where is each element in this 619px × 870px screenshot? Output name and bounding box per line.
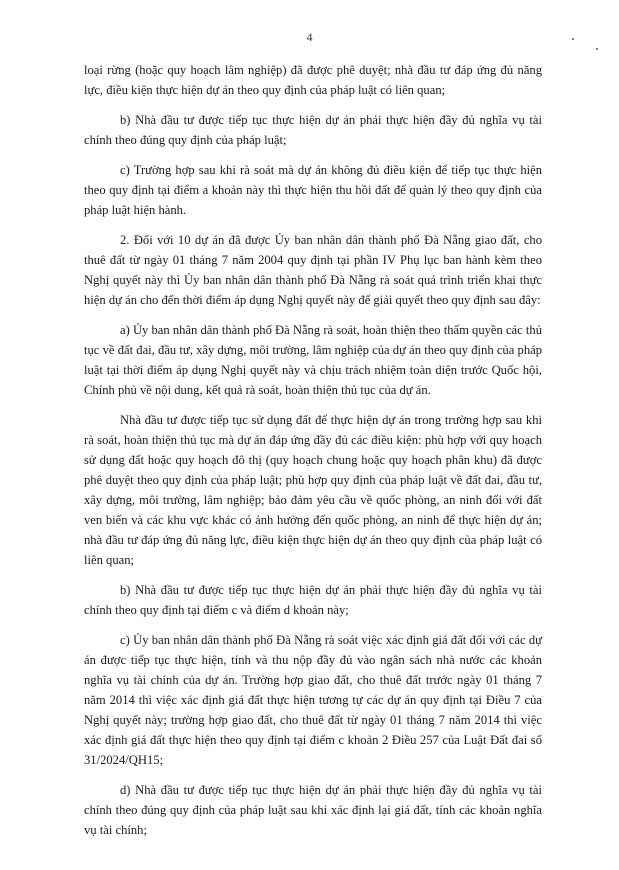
page-number: 4	[306, 30, 313, 44]
paragraph: c) Ủy ban nhân dân thành phố Đà Nẵng rà soát việc xác định giá đất đối với các dự án được tiếp tục thực hiện, tính và thu nộp đầy đủ vào ngân sách nhà nước các khoản nghĩa vụ tài chính của dự án. Trường hợp giao đất, cho thuê đất trước ngày 01 tháng 7 năm 2014 thì việc xác định giá đất thực hiện tương tự các dự án quy định tại Điều 7 của Nghị quyết này; trường hợp giao đất, cho thuê đất từ ngày 01 tháng 7 năm 2014 thì việc xác định giá đất thực hiện theo quy định tại điểm c khoản 2 Điều 257 của Luật Đất đai số 31/2024/QH15;	[84, 633, 542, 767]
paragraph: b) Nhà đầu tư được tiếp tục thực hiện dự án phải thực hiện đầy đủ nghĩa vụ tài chính theo quy định tại điểm c và điểm d khoản này;	[84, 583, 542, 617]
paragraph: b) Nhà đầu tư được tiếp tục thực hiện dự án phải thực hiện đầy đủ nghĩa vụ tài chính theo đúng quy định của pháp luật;	[84, 113, 542, 147]
scan-speck	[596, 48, 598, 50]
paragraph: loại rừng (hoặc quy hoạch lâm nghiệp) đã được phê duyệt; nhà đầu tư đáp ứng đủ năng lực, điều kiện thực hiện dự án theo quy định của pháp luật có liên quan;	[84, 63, 542, 97]
paragraph: 2. Đối với 10 dự án đã được Ủy ban nhân dân thành phố Đà Nẵng giao đất, cho thuê đất từ ngày 01 tháng 7 năm 2004 quy định tại phần IV Phụ lục ban hành kèm theo Nghị quyết này thì Ủy ban nhân dân thành phố Đà Nẵng rà soát quá trình triển khai thực hiện dự án cho đến thời điểm áp dụng Nghị quyết này để giải quyết theo quy định sau đây:	[84, 233, 542, 307]
paragraph: Nhà đầu tư được tiếp tục sử dụng đất để thực hiện dự án trong trường hợp sau khi rà soát, hoàn thiện thủ tục mà dự án đáp ứng đầy đủ các điều kiện: phù hợp với quy hoạch sử dụng đất hoặc quy hoạch đô thị (quy hoạch chung hoặc quy hoạch phân khu) đã được phê duyệt theo quy định của pháp luật; phù hợp quy định của pháp luật về đất đai, đầu tư, xây dựng, môi trường, lâm nghiệp; bảo đảm yêu cầu về quốc phòng, an ninh đối với đất ven biển và các khu vực khác có ảnh hưởng đến quốc phòng, an ninh để thực hiện dự án; nhà đầu tư đáp ứng đủ năng lực, điều kiện thực hiện dự án theo quy định của pháp luật có liên quan;	[84, 413, 542, 567]
paragraph: a) Ủy ban nhân dân thành phố Đà Nẵng rà soát, hoàn thiện theo thẩm quyền các thủ tục về đất đai, đầu tư, xây dựng, môi trường, lâm nghiệp của dự án theo quy định của pháp luật tại thời điểm áp dụng Nghị quyết này và chịu trách nhiệm toàn diện trước Quốc hội, Chính phủ về nội dung, kết quả rà soát, hoàn thiện thủ tục của dự án.	[84, 323, 542, 397]
paragraph: d) Nhà đầu tư được tiếp tục thực hiện dự án phải thực hiện đầy đủ nghĩa vụ tài chính theo đúng quy định của pháp luật sau khi xác định lại giá đất, tính các khoản nghĩa vụ tài chính;	[84, 783, 542, 837]
document-body	[84, 60, 542, 850]
scan-speck	[572, 38, 574, 40]
paragraph: c) Trường hợp sau khi rà soát mà dự án không đủ điều kiện để tiếp tục thực hiện theo quy định tại điểm a khoản này thì thực hiện thu hồi đất để quản lý theo quy định của pháp luật hiện hành.	[84, 163, 542, 217]
